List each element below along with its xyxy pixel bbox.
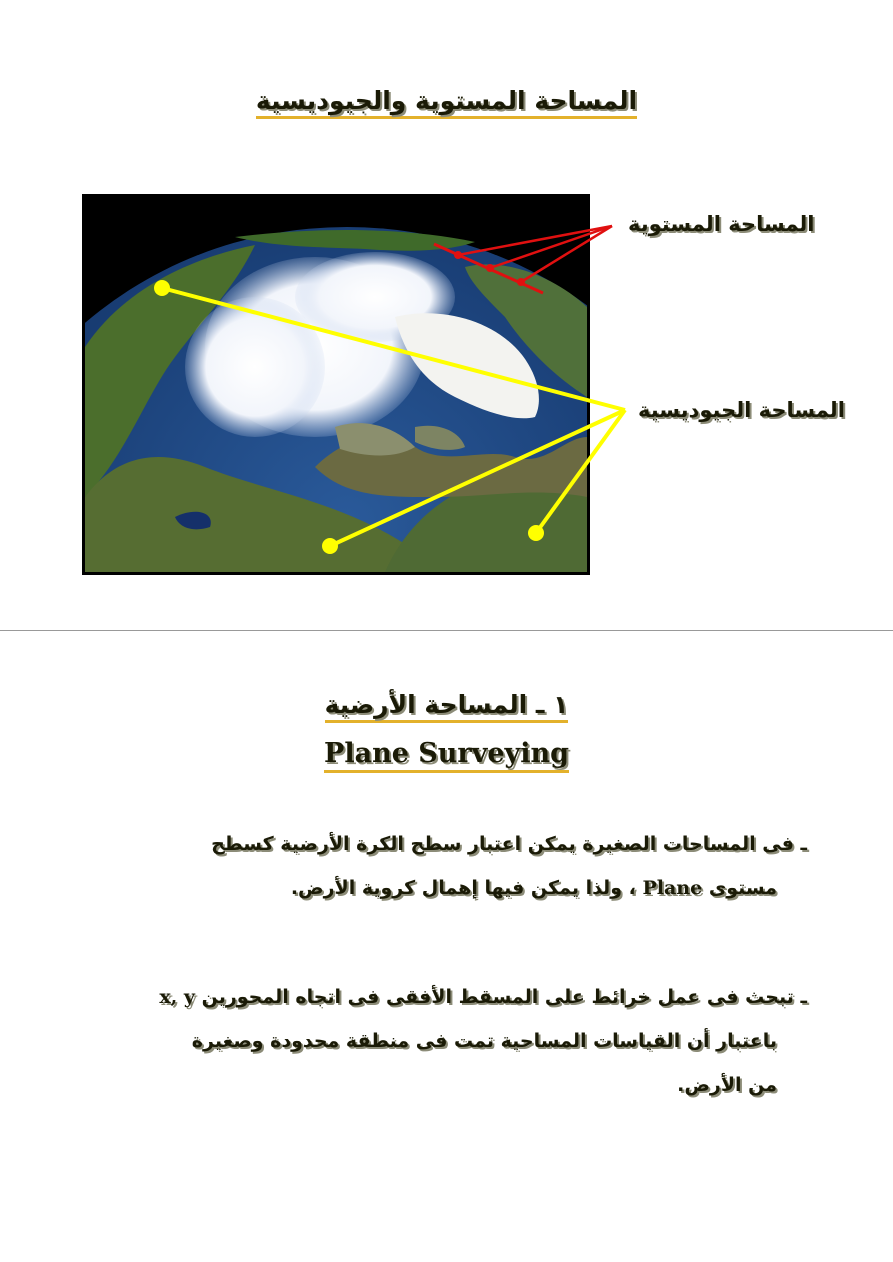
paragraph-text: ـ تبحث فى عمل خرائط على المسقط الأفقى فى اتجاه المحورين xyxy=(201,986,807,1008)
paragraph-line xyxy=(117,866,807,910)
paragraph-latin-term: Plane xyxy=(642,877,703,899)
paragraph-text: ، ولذا يمكن فيها إهمال كروية الأرض. xyxy=(290,877,636,899)
paragraph-line: من الأرض. xyxy=(677,1074,777,1096)
paragraph-latin-term: x, y xyxy=(159,986,195,1008)
paragraph-plane-definition xyxy=(117,822,807,910)
plane-surveying-label: المساحة المستوية xyxy=(628,212,815,236)
slide-title-text: المساحة المستوية والجيوديسية xyxy=(256,86,637,119)
section-title-english-text: Plane Surveying xyxy=(324,738,569,773)
geodetic-surveying-label: المساحة الجيوديسية xyxy=(638,398,845,422)
paragraph-line: باعتبار أن القياسات المساحية تمت فى منطقة محدودة وصغيرة xyxy=(191,1030,777,1052)
paragraph-line xyxy=(107,975,807,1019)
section-title-english xyxy=(0,738,893,769)
globe-image xyxy=(82,194,590,575)
paragraph-text: مستوى xyxy=(708,877,777,899)
paragraph-mapping-description xyxy=(107,975,807,1107)
arctic-globe-illustration xyxy=(85,197,587,572)
paragraph-line: ـ فى المساحات الصغيرة يمكن اعتبار سطح الكرة الأرضية كسطح xyxy=(211,833,807,855)
slide-divider xyxy=(0,630,893,631)
section-title-text: ١ ـ المساحة الأرضية xyxy=(325,690,569,723)
slide-title xyxy=(0,86,893,115)
section-title xyxy=(0,690,893,719)
